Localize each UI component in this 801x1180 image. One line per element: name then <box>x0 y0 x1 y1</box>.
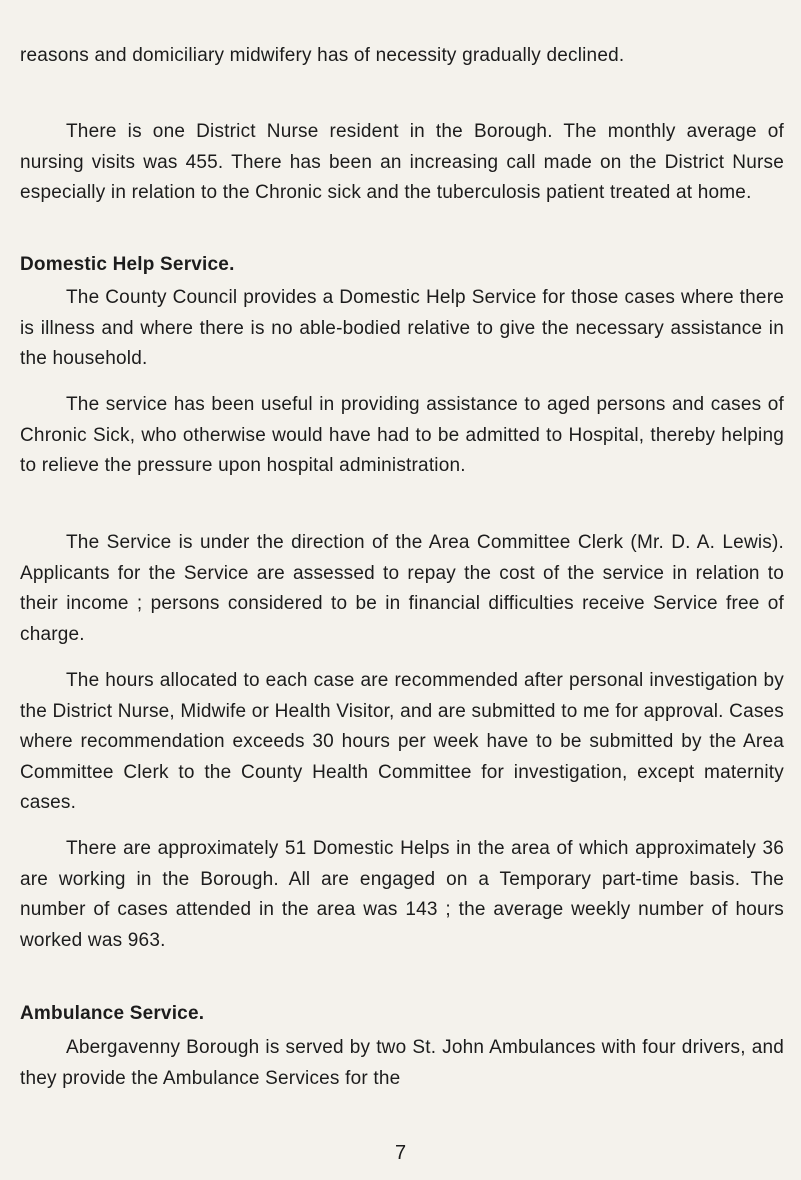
paragraph-service-usefulness: The service has been useful in providing assistance to aged persons and cases of Chronic Sick, who otherwise would have had to be admitted to Hospital, thereby helping to relieve the pressure upon hospital administration. <box>20 394 784 477</box>
paragraph-domestic-help-provision: The County Council provides a Domestic Help Service for those cases where there is illness and where there is no able-bodied relative to give the necessary assistance in the household. <box>20 287 784 370</box>
paragraph-hours-allocation: The hours allocated to each case are recommended after personal investigation by the District Nurse, Midwife or Health Visitor, and are submitted to me for approval. Cases where recommendation exceeds 30 hours per week have to be submitted by the Area Committee Clerk to the County Health Committee for investigation, except maternity cases. <box>20 670 784 814</box>
page-number: 7 <box>394 1142 407 1164</box>
section-heading-ambulance: Ambulance Service. <box>20 1003 205 1024</box>
paragraph-district-nurse: There is one District Nurse resident in the Borough. The monthly average of nursing visits was 455. There has been an increasing call made on the District Nurse especially in relation to the Chronic sick and the tuberculosis patient treated at home. <box>20 121 784 204</box>
paragraph-service-direction: The Service is under the direction of the Area Committee Clerk (Mr. D. A. Lewis). Applicants for the Service are assessed to repay the cost of the service in relation to their income ; persons considered to be in financial difficulties receive Service free of charge. <box>20 532 784 645</box>
paragraph-domestic-helps-count: There are approximately 51 Domestic Helps in the area of which approximately 36 are working in the Borough. All are engaged on a Temporary part-time basis. The number of cases attended in the area was 143 ; the average weekly number of hours worked was 963. <box>20 838 784 951</box>
section-heading-domestic-help: Domestic Help Service. <box>20 254 235 275</box>
paragraph-continuation: reasons and domiciliary midwifery has of necessity gradually declined. <box>20 45 625 66</box>
paragraph-ambulance-service: Abergavenny Borough is served by two St. John Ambulances with four drivers, and they provide the Ambulance Services for the <box>20 1037 784 1089</box>
